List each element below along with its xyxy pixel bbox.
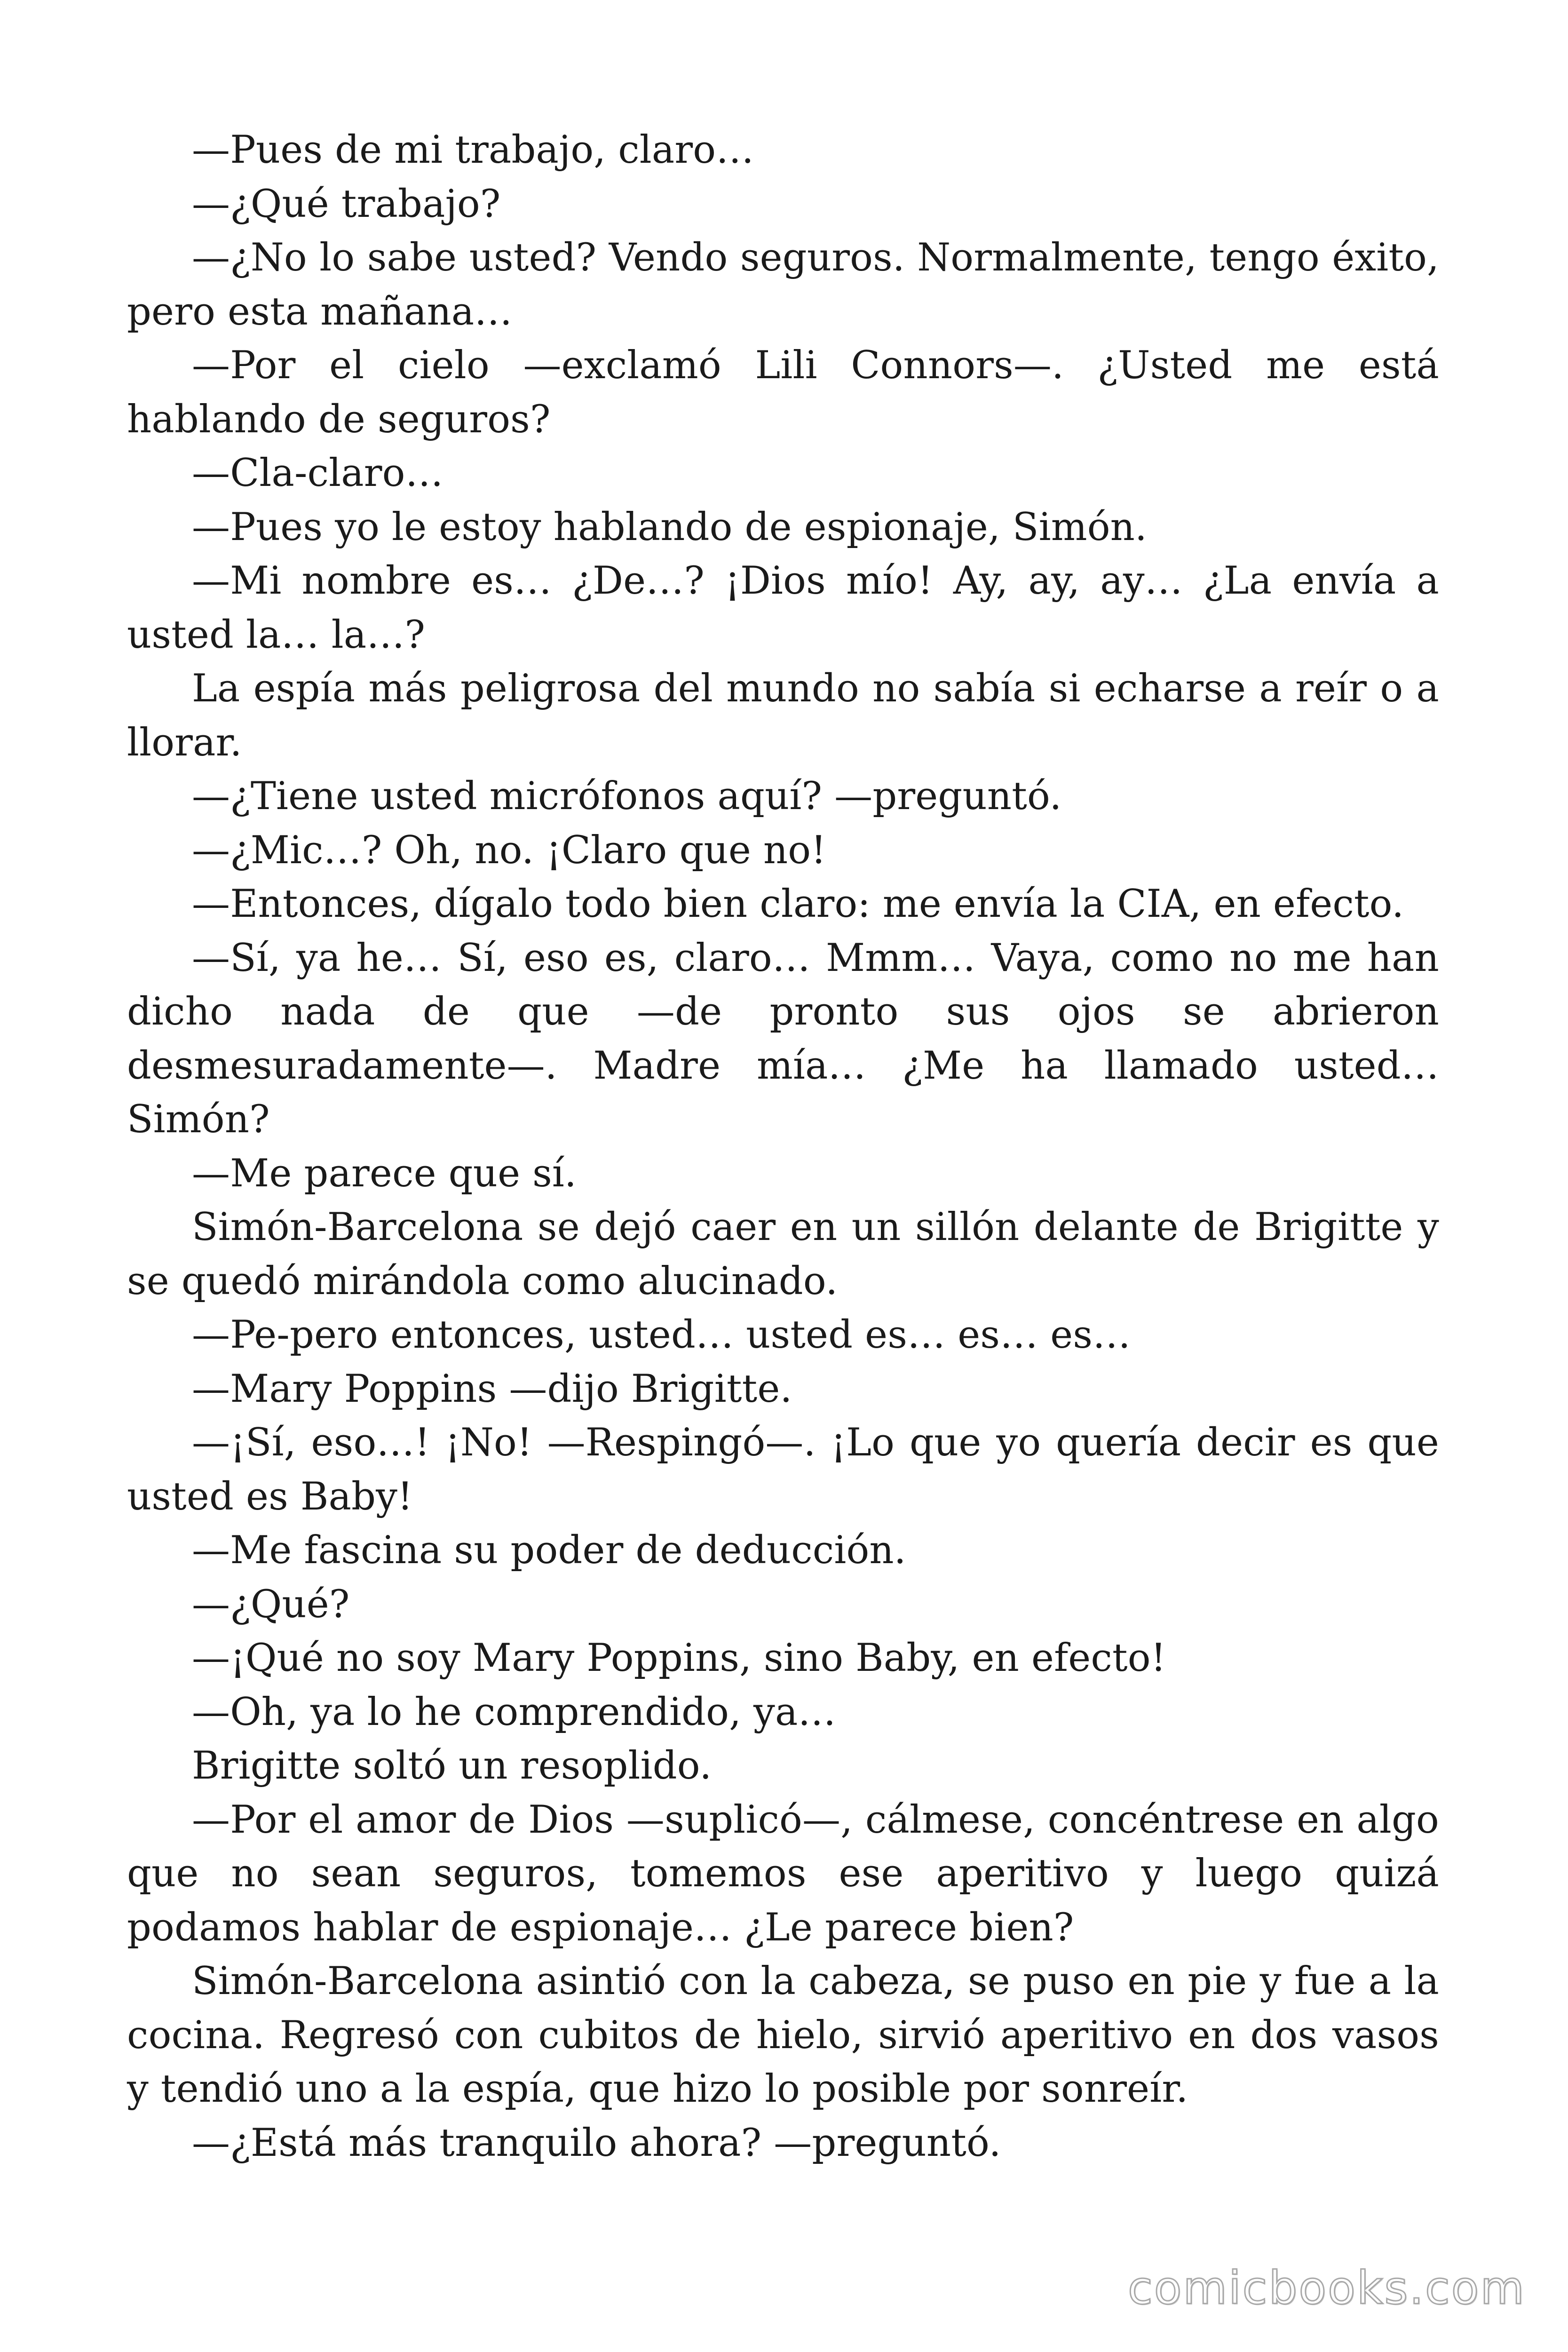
paragraph-6: —Pues yo le estoy hablando de espionaje, Simón. [192,505,1147,549]
paragraph-7: —Mi nombre es… ¿De…? ¡Dios mío! Ay, ay, ay… ¿La envía a usted la… la…? [127,559,1439,657]
page-body [127,123,1439,2170]
paragraph-4: —Por el cielo —exclamó Lili Connors—. ¿Usted me está hablando de seguros? [127,343,1439,442]
paragraph-19: —¿Qué? [192,1582,350,1627]
paragraph-3: —¿No lo sabe usted? Vendo seguros. Normalmente, tengo éxito, pero esta mañana… [127,236,1439,334]
paragraph-11: —Entonces, dígalo todo bien claro: me envía la CIA, en efecto. [192,882,1404,926]
paragraph-25: —¿Está más tranquilo ahora? —preguntó. [192,2121,1001,2165]
paragraph-1: —Pues de mi trabajo, claro… [192,128,754,172]
paragraph-5: —Cla-claro… [192,451,443,495]
paragraph-10: —¿Mic…? Oh, no. ¡Claro que no! [192,828,827,873]
paragraph-24: Simón-Barcelona asintió con la cabeza, se puso en pie y fue a la cocina. Regresó con cubitos de hielo, sirvió aperitivo en dos vasos y tendió uno a la espía, que hizo lo posible por sonreír. [127,1959,1439,2111]
paragraph-16: —Mary Poppins —dijo Brigitte. [192,1367,792,1411]
watermark: comicbooks.com [1127,2262,1526,2314]
paragraph-15: —Pe-pero entonces, usted… usted es… es… es… [192,1313,1131,1357]
paragraph-9: —¿Tiene usted micrófonos aquí? —preguntó. [192,774,1062,818]
paragraph-17: —¡Sí, eso…! ¡No! —Respingó—. ¡Lo que yo quería decir es que usted es Baby! [127,1421,1439,1519]
paragraph-8: La espía más peligrosa del mundo no sabía si echarse a reír o a llorar. [127,667,1439,765]
paragraph-23: —Por el amor de Dios —suplicó—, cálmese, concéntrese en algo que no sean seguros, tomemos ese aperitivo y luego quizá podamos hablar de espionaje… ¿Le parece bien? [127,1797,1439,1950]
paragraph-21: —Oh, ya lo he comprendido, ya… [192,1690,836,1734]
paragraph-22: Brigitte soltó un resoplido. [192,1744,712,1788]
paragraph-14: Simón-Barcelona se dejó caer en un sillón delante de Brigitte y se quedó mirándola como alucinado. [127,1205,1439,1303]
paragraph-13: —Me parece que sí. [192,1151,577,1196]
paragraph-20: —¡Qué no soy Mary Poppins, sino Baby, en efecto! [192,1636,1166,1680]
paragraph-12: —Sí, ya he… Sí, eso es, claro… Mmm… Vaya, como no me han dicho nada de que —de pronto sus ojos se abrieron desmesuradamente—. Madre mía… ¿Me ha llamado usted… Simón? [127,936,1439,1142]
paragraph-2: —¿Qué trabajo? [192,182,501,226]
paragraph-18: —Me fascina su poder de deducción. [192,1528,906,1573]
